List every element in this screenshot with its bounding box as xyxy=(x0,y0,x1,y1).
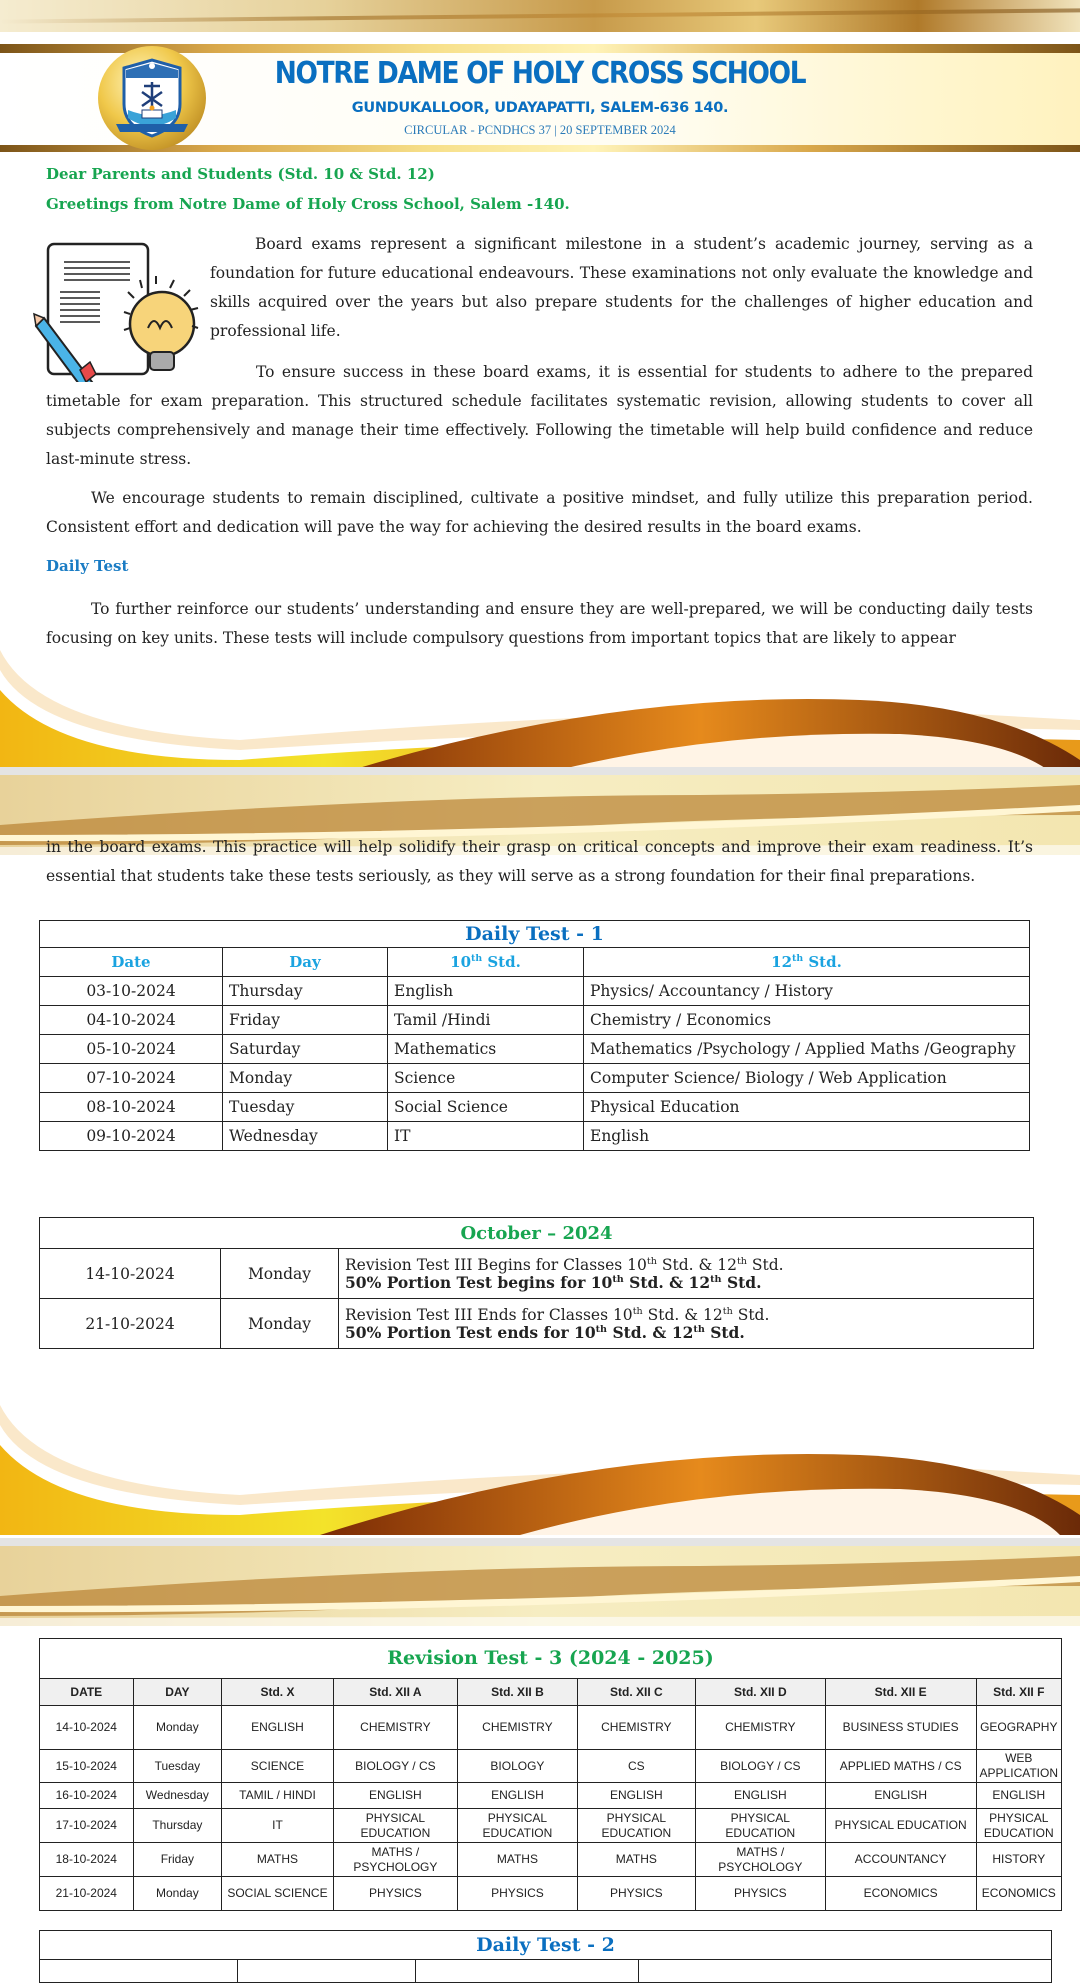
day-cell: Tuesday xyxy=(223,1093,388,1122)
subject-cell: CHEMISTRY xyxy=(333,1706,457,1750)
intro-paragraph-text: Board exams represent a significant milestone in a student’s academic journey, serving as a foundation for future educational endeavours. These examinations not only evaluate the knowledge and skills acquired over the years but also prepare students for the challenges of higher education and professional life. xyxy=(210,235,1033,340)
column-header: Std. XII E xyxy=(825,1679,976,1706)
table-title: Daily Test - 2 xyxy=(40,1931,1052,1960)
day-cell: Monday xyxy=(133,1706,222,1750)
subject-cell: CHEMISTRY xyxy=(577,1706,695,1750)
std12-subject-cell: Mathematics /Psychology / Applied Maths /Geography xyxy=(584,1035,1030,1064)
std10-subject-cell: English xyxy=(388,977,584,1006)
subject-cell: PHYSICS xyxy=(457,1877,577,1911)
column-header-10th: 10th Std. xyxy=(388,948,584,977)
subject-cell: PHYSICS xyxy=(577,1877,695,1911)
october-events-table xyxy=(39,1217,1034,1349)
table-row xyxy=(40,1093,1030,1122)
table-row xyxy=(40,1006,1030,1035)
subject-cell: ENGLISH xyxy=(825,1783,976,1809)
event-cell xyxy=(339,1299,1034,1349)
date-cell: 18-10-2024 xyxy=(40,1843,134,1877)
revision-test-3-table xyxy=(39,1638,1062,1911)
day-cell: Monday xyxy=(221,1249,339,1299)
day-cell: Monday xyxy=(223,1064,388,1093)
std12-subject-cell: Computer Science/ Biology / Web Application xyxy=(584,1064,1030,1093)
subject-cell: SCIENCE xyxy=(222,1750,334,1783)
subject-cell: MATHS / PSYCHOLOGY xyxy=(695,1843,825,1877)
table-row xyxy=(40,1122,1030,1151)
table-row xyxy=(40,1809,1062,1843)
std10-subject-cell: Science xyxy=(388,1064,584,1093)
std12-subject-cell: Physical Education xyxy=(584,1093,1030,1122)
std10-subject-cell: IT xyxy=(388,1122,584,1151)
subject-cell: BIOLOGY / CS xyxy=(333,1750,457,1783)
subject-cell: ECONOMICS xyxy=(825,1877,976,1911)
std12-subject-cell: Chemistry / Economics xyxy=(584,1006,1030,1035)
timetable-paragraph xyxy=(46,358,1033,474)
subject-cell: PHYSICS xyxy=(333,1877,457,1911)
intro-paragraph xyxy=(210,230,1033,346)
std10-subject-cell: Mathematics xyxy=(388,1035,584,1064)
school-name: NOTRE DAME OF HOLY CROSS SCHOOL xyxy=(274,56,806,91)
daily-test-heading: Daily Test xyxy=(46,557,129,575)
subject-cell: ENGLISH xyxy=(457,1783,577,1809)
day-cell: Monday xyxy=(221,1299,339,1349)
page-break xyxy=(0,1538,1080,1546)
column-header: Std. XII B xyxy=(457,1679,577,1706)
subject-cell: ENGLISH xyxy=(976,1783,1061,1809)
column-header-date: Date xyxy=(40,948,223,977)
table-row xyxy=(40,1299,1034,1349)
daily-test-paragraph xyxy=(46,595,1033,653)
column-header: Std. XII A xyxy=(333,1679,457,1706)
date-cell: 09-10-2024 xyxy=(40,1122,223,1151)
table-row xyxy=(40,1706,1062,1750)
greeting-salutation: Dear Parents and Students (Std. 10 & Std. 12) xyxy=(46,165,435,183)
event-portion-note: 50% Portion Test begins for 10th Std. & 12th Std. xyxy=(345,1272,762,1292)
column-header: Std. XII F xyxy=(976,1679,1061,1706)
subject-cell: CS xyxy=(577,1750,695,1783)
table-row xyxy=(40,1783,1062,1809)
table-row xyxy=(40,977,1030,1006)
subject-cell: MATHS xyxy=(457,1843,577,1877)
subject-cell: ENGLISH xyxy=(222,1706,334,1750)
table-row xyxy=(40,1064,1030,1093)
subject-cell: MATHS / PSYCHOLOGY xyxy=(333,1843,457,1877)
page-break xyxy=(0,767,1080,775)
date-cell: 21-10-2024 xyxy=(40,1877,134,1911)
date-cell: 05-10-2024 xyxy=(40,1035,223,1064)
subject-cell: ECONOMICS xyxy=(976,1877,1061,1911)
page-footer-decoration xyxy=(0,650,1080,780)
date-cell: 14-10-2024 xyxy=(40,1706,134,1750)
std10-subject-cell: Tamil /Hindi xyxy=(388,1006,584,1035)
subject-cell: ENGLISH xyxy=(695,1783,825,1809)
column-header-12th: 12th Std. xyxy=(584,948,1030,977)
subject-cell: ENGLISH xyxy=(577,1783,695,1809)
table-row xyxy=(40,1750,1062,1783)
day-cell: Tuesday xyxy=(133,1750,222,1783)
event-cell xyxy=(339,1249,1034,1299)
std10-subject-cell: Social Science xyxy=(388,1093,584,1122)
date-cell: 14-10-2024 xyxy=(40,1249,221,1299)
event-description: Revision Test III Ends for Classes 10th Std. & 12th Std. xyxy=(345,1305,770,1324)
encouragement-paragraph xyxy=(46,484,1033,542)
subject-cell: PHYSICAL EDUCATION xyxy=(333,1809,457,1843)
subject-cell: PHYSICAL EDUCATION xyxy=(577,1809,695,1843)
page-footer-decoration xyxy=(0,1405,1080,1535)
subject-cell: MATHS xyxy=(577,1843,695,1877)
greeting-line: Greetings from Notre Dame of Holy Cross School, Salem -140. xyxy=(46,195,570,213)
date-cell: 03-10-2024 xyxy=(40,977,223,1006)
day-cell: Saturday xyxy=(223,1035,388,1064)
day-cell: Thursday xyxy=(223,977,388,1006)
school-address: GUNDUKALLOOR, UDAYAPATTI, SALEM-636 140. xyxy=(351,100,729,116)
day-cell: Monday xyxy=(133,1877,222,1911)
subject-cell: PHYSICAL EDUCATION xyxy=(825,1809,976,1843)
table-title: Daily Test - 1 xyxy=(40,921,1030,948)
day-cell: Thursday xyxy=(133,1809,222,1843)
subject-cell: TAMIL / HINDI xyxy=(222,1783,334,1809)
date-cell: 08-10-2024 xyxy=(40,1093,223,1122)
column-header: Std. X xyxy=(222,1679,334,1706)
day-cell: Friday xyxy=(223,1006,388,1035)
subject-cell: CHEMISTRY xyxy=(695,1706,825,1750)
daily-test-2-table xyxy=(39,1930,1052,1983)
table-row xyxy=(40,1249,1034,1299)
subject-cell: BUSINESS STUDIES xyxy=(825,1706,976,1750)
subject-cell: ACCOUNTANCY xyxy=(825,1843,976,1877)
subject-cell: APPLIED MATHS / CS xyxy=(825,1750,976,1783)
timetable-paragraph-text: To ensure success in these board exams, it is essential for students to adhere to the prepared timetable for exam preparation. This structured schedule facilitates systematic revision, allowing students to cover all subjects comprehensively and manage their time effectively. Following the timetable will help build confidence and reduce last-minute stress. xyxy=(46,363,1033,468)
subject-cell: PHYSICAL EDUCATION xyxy=(976,1809,1061,1843)
subject-cell: PHYSICAL EDUCATION xyxy=(457,1809,577,1843)
column-header: DAY xyxy=(133,1679,222,1706)
subject-cell: ENGLISH xyxy=(333,1783,457,1809)
page-header-decoration xyxy=(0,1546,1080,1626)
subject-cell: GEOGRAPHY xyxy=(976,1706,1061,1750)
date-cell: 15-10-2024 xyxy=(40,1750,134,1783)
date-cell: 17-10-2024 xyxy=(40,1809,134,1843)
column-header: Std. XII D xyxy=(695,1679,825,1706)
std12-subject-cell: Physics/ Accountancy / History xyxy=(584,977,1030,1006)
subject-cell: HISTORY xyxy=(976,1843,1061,1877)
subject-cell: PHYSICS xyxy=(695,1877,825,1911)
day-cell: Wednesday xyxy=(133,1783,222,1809)
table-row xyxy=(40,1035,1030,1064)
subject-cell: WEB APPLICATION xyxy=(976,1750,1061,1783)
daily-test-paragraph-continued: in the board exams. This practice will help solidify their grasp on critical concepts and improve their exam readiness. It’s essential that students take these tests seriously, as they will serve as a strong foundation for their final preparations. xyxy=(46,838,1033,885)
date-cell: 07-10-2024 xyxy=(40,1064,223,1093)
date-cell: 16-10-2024 xyxy=(40,1783,134,1809)
std12-subject-cell: English xyxy=(584,1122,1030,1151)
table-title: October – 2024 xyxy=(40,1218,1034,1249)
day-cell: Friday xyxy=(133,1843,222,1877)
subject-cell: PHYSICAL EDUCATION xyxy=(695,1809,825,1843)
event-description: Revision Test III Begins for Classes 10th Std. & 12th Std. xyxy=(345,1255,784,1274)
subject-cell: BIOLOGY xyxy=(457,1750,577,1783)
column-header: Std. XII C xyxy=(577,1679,695,1706)
subject-cell: CHEMISTRY xyxy=(457,1706,577,1750)
column-header-day: Day xyxy=(223,948,388,977)
date-cell: 21-10-2024 xyxy=(40,1299,221,1349)
table-row xyxy=(40,1877,1062,1911)
date-cell: 04-10-2024 xyxy=(40,1006,223,1035)
encouragement-paragraph-text: We encourage students to remain disciplined, cultivate a positive mindset, and fully utilize this preparation period. Consistent effort and dedication will pave the way for achieving the desired results in the board exams. xyxy=(46,489,1033,536)
column-header: DATE xyxy=(40,1679,134,1706)
daily-test-paragraph-text: To further reinforce our students’ understanding and ensure they are well-prepared, we will be conducting daily tests focusing on key units. These tests will include compulsory questions from important topics that are likely to appear xyxy=(46,600,1033,647)
table-row xyxy=(40,1843,1062,1877)
event-portion-note: 50% Portion Test ends for 10th Std. & 12th Std. xyxy=(345,1322,745,1342)
subject-cell: MATHS xyxy=(222,1843,334,1877)
table-title: Revision Test - 3 (2024 - 2025) xyxy=(40,1639,1062,1679)
subject-cell: SOCIAL SCIENCE xyxy=(222,1877,334,1911)
daily-test-1-table xyxy=(39,920,1030,1151)
subject-cell: BIOLOGY / CS xyxy=(695,1750,825,1783)
circular-reference: CIRCULAR - PCNDHCS 37 | 20 SEPTEMBER 2024 xyxy=(404,123,676,137)
day-cell: Wednesday xyxy=(223,1122,388,1151)
subject-cell: IT xyxy=(222,1809,334,1843)
